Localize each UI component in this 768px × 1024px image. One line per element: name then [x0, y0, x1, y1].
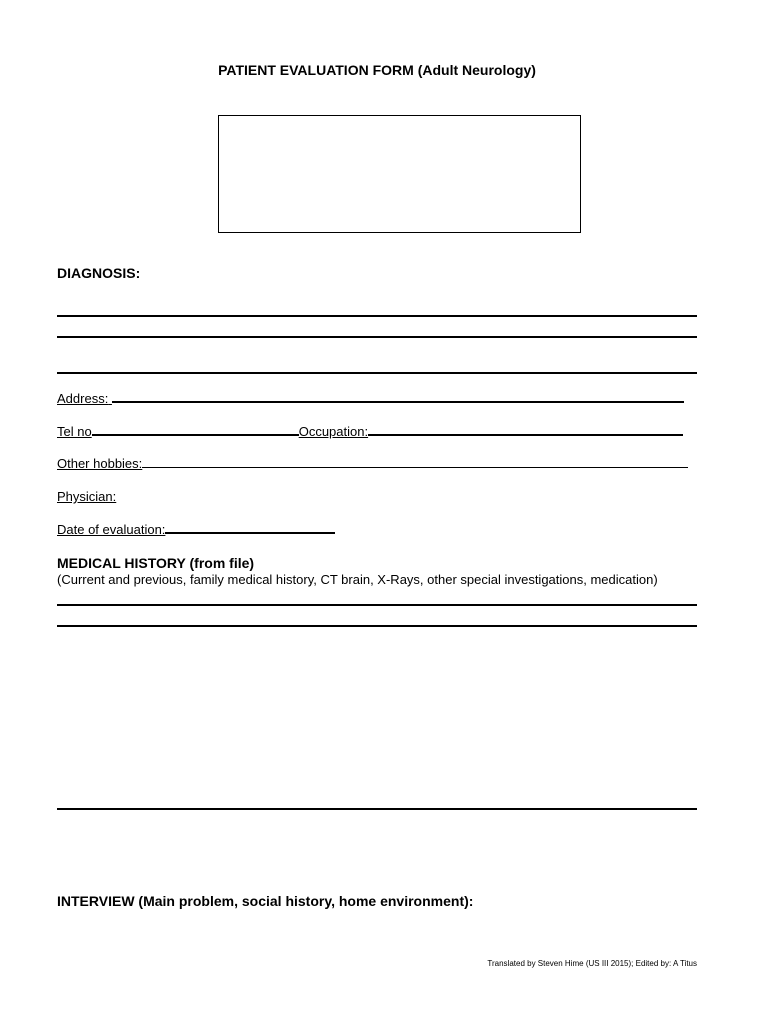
hobbies-field[interactable]	[142, 457, 688, 468]
diagnosis-line-1[interactable]	[57, 315, 697, 317]
date-label: Date of evaluation:	[57, 522, 166, 537]
interview-heading: INTERVIEW (Main problem, social history, home environment):	[57, 893, 474, 909]
medical-history-heading: MEDICAL HISTORY (from file)	[57, 555, 255, 571]
occupation-field[interactable]	[368, 424, 683, 436]
tel-field[interactable]	[92, 424, 299, 436]
tel-label: Tel no	[57, 424, 92, 439]
photo-box[interactable]	[218, 115, 581, 233]
physician-label: Physician:	[57, 489, 117, 504]
form-title: PATIENT EVALUATION FORM (Adult Neurology)	[218, 62, 536, 78]
diagnosis-line-2[interactable]	[57, 336, 697, 338]
tel-occupation-row	[57, 424, 683, 439]
address-row	[57, 391, 684, 406]
medical-history-line-3[interactable]	[57, 808, 697, 810]
diagnosis-heading: DIAGNOSIS:	[57, 265, 141, 281]
date-row	[57, 522, 335, 537]
address-field[interactable]	[112, 391, 684, 403]
medical-history-note: (Current and previous, family medical history, CT brain, X-Rays, other special investigations, medication)	[57, 572, 658, 587]
footer-credit: Translated by Steven Hime (US III 2015); Edited by: A Titus	[487, 959, 697, 968]
hobbies-label: Other hobbies:	[57, 456, 143, 471]
date-field[interactable]	[165, 522, 335, 534]
physician-row	[57, 489, 116, 504]
hobbies-row	[57, 456, 688, 471]
medical-history-line-2[interactable]	[57, 625, 697, 627]
occupation-label: Occupation:	[298, 424, 369, 439]
medical-history-line-1[interactable]	[57, 604, 697, 606]
diagnosis-line-3[interactable]	[57, 372, 697, 374]
address-label: Address:	[57, 391, 109, 406]
